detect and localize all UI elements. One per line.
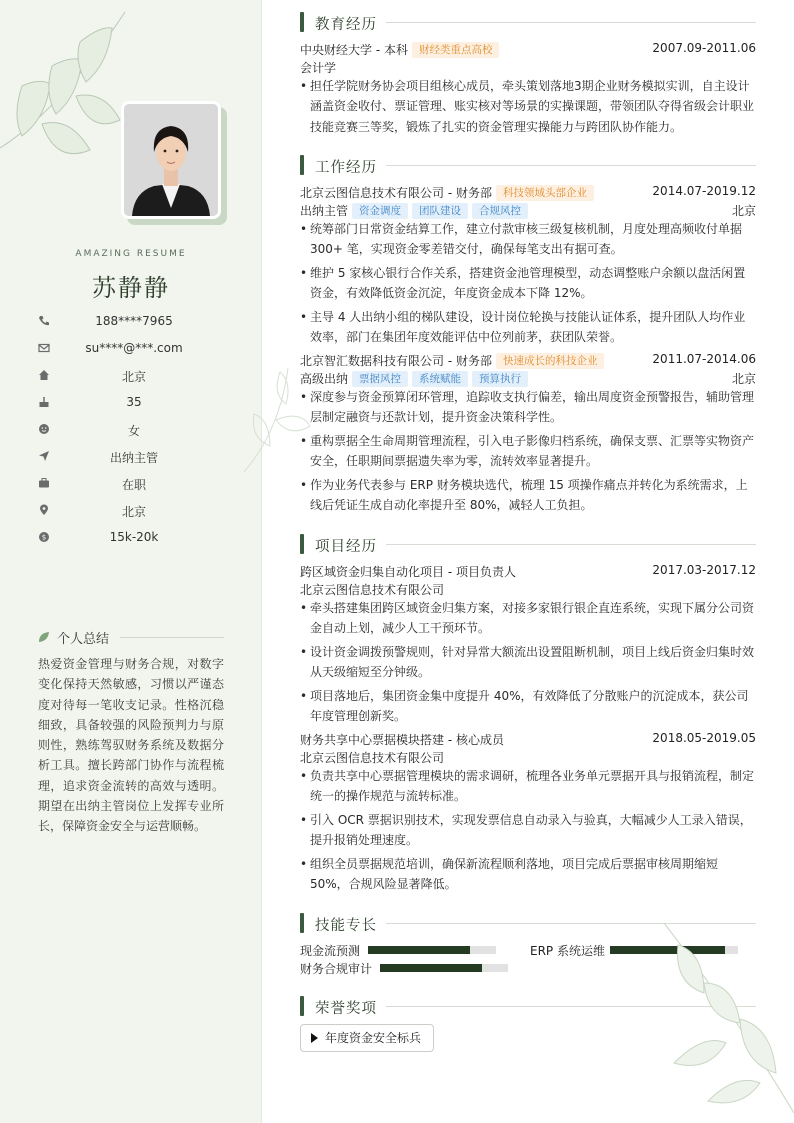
list-item: • 担任学院财务协会项目组核心成员，牵头策划落地3期企业财务模拟实训，自主设计涵盖资金收付、票证管理、账实核对等场景的实操课题，带领团队夺得省级会计职业技能竞赛三等奖，锻炼了扎实的资金管理实操能力与跨团队协作能力。 [300,76,756,137]
section-skills: 技能专长 [300,913,756,933]
section-awards: 荣誉奖项 [300,996,756,1016]
avatar [121,101,221,219]
list-item: • 牵头搭建集团跨区域资金归集方案，对接多家银行银企直连系统，实现下属分公司资金自动上划，减少人工干预环节。 [300,598,756,639]
education-date: 2007.09-2011.06 [652,41,756,55]
skill-label: ERP 系统运维 [530,944,605,958]
contact-home: 北京 [0,366,262,393]
award-badge: 年度资金安全标兵 [300,1024,434,1052]
work-role-row: 高级出纳 票据风控 系统赋能 预算执行 北京 [300,372,756,386]
list-item: • 引入 OCR 票据识别技术，实现发票信息自动录入与验真，大幅减少人工录入错误，提升报销处理速度。 [300,810,756,851]
contact-gender: 女 [0,420,262,447]
list-item: • 负责共享中心票据管理模块的需求调研，梳理各业务单元票据开具与报销流程，制定统一的操作规范与流转标准。 [300,766,756,807]
education-header [300,41,756,58]
contact-status: 在职 [0,474,262,501]
section-work: 工作经历 [300,155,756,175]
resume-tagline: AMAZING RESUME [75,249,187,259]
project-company: 北京云图信息技术有限公司 [300,751,445,765]
work-header: 北京智汇数据科技有限公司 - 财务部 快速成长的科技企业 2011.07-2014.06 [300,352,756,368]
list-item: • 维护 5 家核心银行合作关系，搭建资金池管理模型，动态调整账户余额以盘活闲置资金，有效降低资金沉淀，年度资金成本下降 12%。 [300,263,756,304]
svg-text:$: $ [41,533,47,542]
list-item: • 主导 4 人出纳小组的梯队建设，设计岗位轮换与技能认证体系，提升团队人均作业效率，部门在集团年度效能评估中位列前茅，获团队荣誉。 [300,307,756,348]
list-item: • 组织全员票据规范培训，确保新流程顺利落地，项目完成后票据审核周期缩短50%，合规风险显著降低。 [300,854,756,895]
contact-location: 北京 [0,501,262,528]
skill-label: 财务合规审计 [300,962,373,976]
skill-bar [380,964,508,972]
list-item: • 重构票据全生命周期管理流程，引入电子影像归档系统，确保支票、汇票等实物资产安全，任职期间票据遗失率为零，流转效率显著提升。 [300,431,756,472]
skill-bar-fill [368,946,470,954]
work-header: 北京云图信息技术有限公司 - 财务部 科技领域头部企业 2014.07-2019.12 [300,184,756,200]
sidebar [0,0,262,1123]
school-name: 中央财经大学 - 本科 [300,43,408,57]
school-tag: 财经类重点高校 [412,42,500,58]
section-education: 教育经历 [300,12,756,32]
list-item: • 设计资金调拨预警规则，针对异常大额流出设置阻断机制，项目上线后资金归集时效从天级缩短至分钟级。 [300,642,756,683]
project-header: 跨区域资金归集自动化项目 - 项目负责人 2017.03-2017.12 [300,563,756,579]
contact-phone: 188****7965 [0,312,262,339]
project-header: 财务共享中心票据模块搭建 - 核心成员 2018.05-2019.05 [300,731,756,747]
section-projects: 项目经历 [300,534,756,554]
skill-label: 现金流预测 [300,944,361,958]
leaf-icon [38,631,50,643]
list-item: • 作为业务代表参与 ERP 财务模块选代，梳理 15 项操作痛点并转化为系统需求，上线后凭证生成自动化率提升至 80%，减轻人工负担。 [300,475,756,516]
contact-list [0,312,262,555]
summary-heading: 个人总结 [38,628,224,646]
contact-position: 出纳主管 [0,447,262,474]
contact-email: su****@***.com [0,339,262,366]
avatar-frame [121,101,223,221]
list-item: • 项目落地后，集团资金集中度提升 40%，有效降低了分散账户的沉淀成本，获公司年度管理创新奖。 [300,686,756,727]
work-role-row: 出纳主管 资金调度 团队建设 合规风控 北京 [300,204,756,218]
contact-salary: $ 15k-20k [0,528,262,555]
list-item: • 统筹部门日常资金结算工作，建立付款审核三级复核机制，月度处理高频收付单据300+ 笔，实现资金零差错交付，确保每笔支出有据可查。 [300,219,756,260]
candidate-name: 苏静静 [92,274,170,302]
skill-bar-fill [380,964,482,972]
list-item: • 深度参与资金预算闭环管理，追踪收支执行偏差，输出周度资金预警报告，辅助管理层制定融资与还款计划，提升资金决策科学性。 [300,387,756,428]
portrait-icon [124,104,218,216]
leaf-decoration-icon [664,923,794,1123]
summary-text: 热爱资金管理与财务合规，对数字变化保持天然敏感，习惯以严谨态度对待每一笔收支记录。性格沉稳细致，具备较强的风险预判力与原则性，熟练驾驭财务系统及数据分析工具。擅长跨部门协作与流程梳理，追求资金流转的高效与透明。期望在出纳主管岗位上发挥专业所长，保障资金安全与运营顺畅。 [38,657,224,834]
project-company: 北京云图信息技术有限公司 [300,583,445,597]
skill-bar [368,946,496,954]
contact-age: 35 [0,393,262,420]
education-major: 会计学 [300,61,337,75]
play-icon [311,1033,318,1043]
